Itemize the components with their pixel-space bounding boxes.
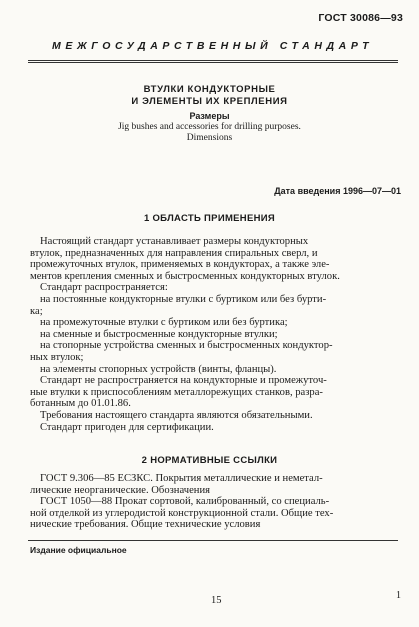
paragraph-line: на постоянные кондукторные втулки с буртиком или без бурти- (40, 293, 327, 305)
header-rule-bottom (28, 62, 398, 63)
title-subtitle: Размеры (189, 111, 230, 121)
paragraph-line: Требования настоящего стандарта являются обязательными. (40, 409, 313, 421)
paragraph-line: на элементы стопорных устройств (винты, фланцы). (40, 363, 277, 375)
paragraph-line: ных втулок; (30, 351, 84, 363)
page-number: 15 (211, 595, 222, 606)
paragraph-line: на сменные и быстросменные кондукторные втулки; (40, 328, 278, 340)
paragraph-line: ГОСТ 9.306—85 ЕСЗКС. Покрытия металлические и неметал- (40, 473, 323, 484)
paragraph-line: ной отделкой из углеродистой конструкционной стали. Общие тех- (30, 507, 334, 519)
paragraph-line: на стопорные устройства сменных и быстросменных кондуктор- (40, 340, 333, 352)
paragraph-line: Настоящий стандарт устанавливает размеры кондукторных (40, 236, 309, 247)
paragraph-line: ботанным до 01.01.86. (30, 398, 131, 410)
paragraph-line: втулок, предназначенных для направления спиральных сверл, и (30, 247, 318, 259)
gost-number: ГОСТ 30086—93 (318, 12, 403, 24)
section-2-body (30, 473, 399, 531)
paragraph-line: нические требования. Общие технические условия (30, 519, 261, 531)
paragraph-line: ные втулки к приспособлениям металлорежущих станков, разра- (30, 386, 323, 398)
paragraph-line: ментов крепления сменных и быстросменных кондукторных втулок. (30, 270, 340, 282)
title-line-2: И ЭЛЕМЕНТЫ ИХ КРЕПЛЕНИЯ (131, 96, 288, 107)
paragraph-line: лические неорганические. Обозначения (30, 484, 210, 496)
paragraph-line: промежуточных втулок, применяемых в кондукторах, а также эле- (30, 259, 330, 271)
paragraph-line: ка; (30, 305, 43, 317)
title-english-2: Dimensions (186, 133, 233, 143)
paragraph-line: ГОСТ 1050—88 Прокат сортовой, калиброванный, со специаль- (40, 496, 330, 508)
section-2-heading: 2 НОРМАТИВНЫЕ ССЫЛКИ (141, 455, 278, 466)
page-mark: 1 (396, 590, 401, 601)
section-1-body (30, 236, 399, 433)
title-english-1: Jig bushes and accessories for drilling purposes. (118, 122, 301, 132)
paragraph-line: на промежуточные втулки с буртиком или без буртика; (40, 317, 288, 329)
title-line-1: ВТУЛКИ КОНДУКТОРНЫЕ (143, 84, 276, 95)
standard-type-banner: МЕЖГОСУДАРСТВЕННЫЙ СТАНДАРТ (52, 40, 374, 52)
introduction-date: Дата введения 1996—07—01 (274, 186, 401, 196)
official-edition-label: Издание официальное (30, 545, 127, 555)
section-1-heading: 1 ОБЛАСТЬ ПРИМЕНЕНИЯ (143, 213, 276, 224)
paragraph-line: Стандарт пригоден для сертификации. (40, 421, 214, 433)
title-block (0, 84, 419, 144)
paragraph-line: Стандарт не распространяется на кондукторные и промежуточ- (40, 375, 327, 387)
footer-rule (28, 540, 398, 541)
paragraph-line: Стандарт распространяется: (40, 282, 168, 294)
header-rule-top (28, 60, 398, 61)
